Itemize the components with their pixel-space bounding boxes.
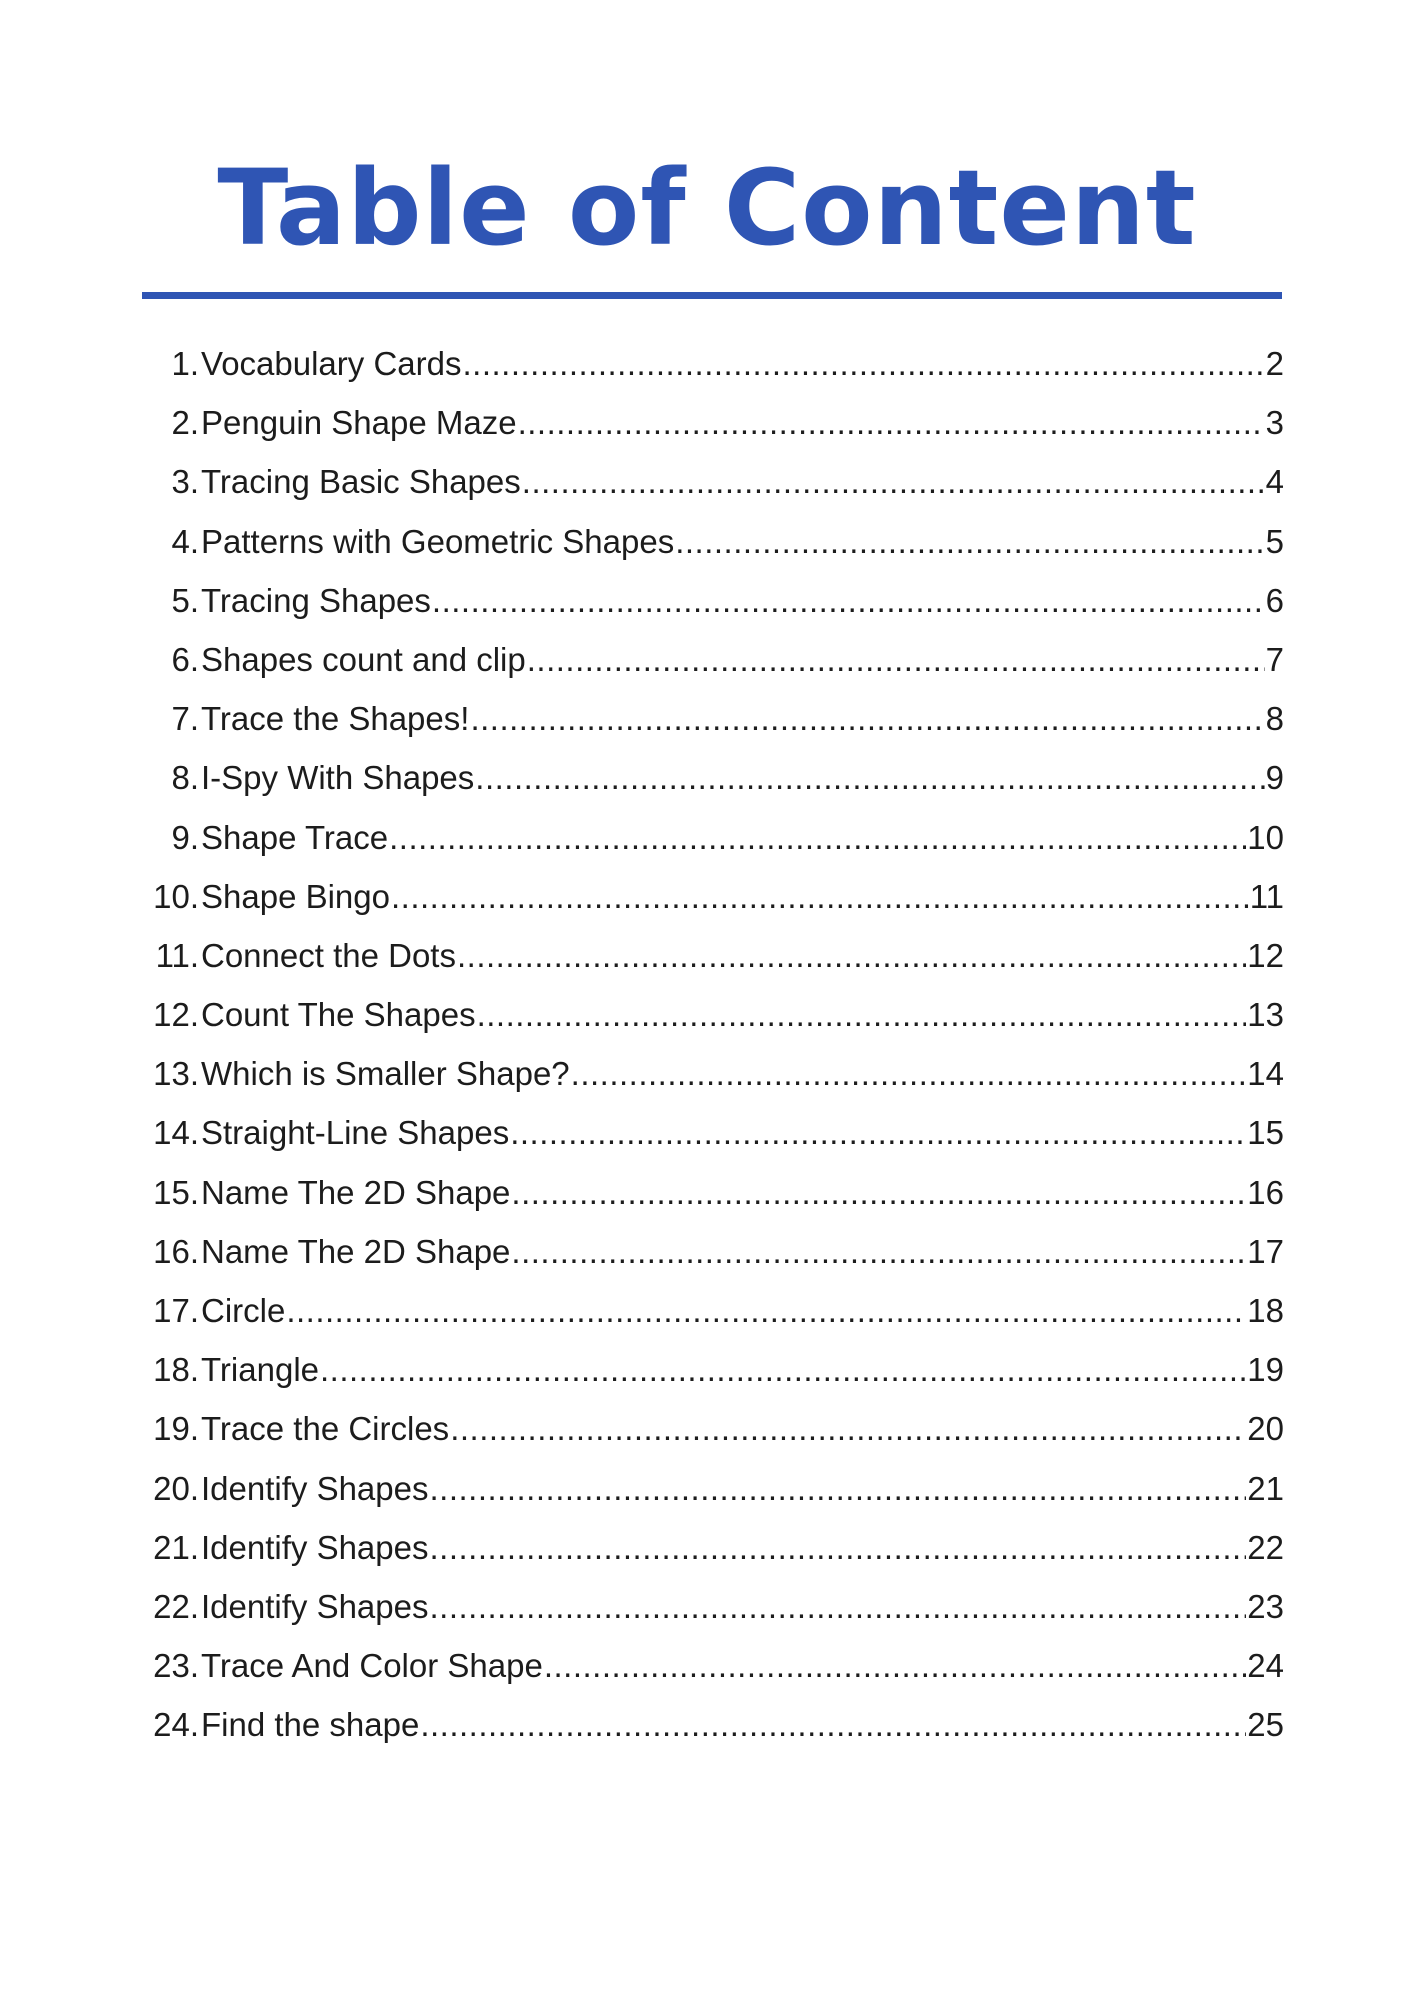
toc-dot-leader <box>389 819 1246 857</box>
toc-entry[interactable] <box>142 1410 1284 1469</box>
toc-entry-page-number: 6 <box>1265 581 1284 619</box>
toc-entry-title: Shapes count and clip <box>201 640 526 678</box>
title-divider <box>142 292 1282 299</box>
toc-entry-number: 7. <box>171 700 199 738</box>
toc-entry-number: 3. <box>171 463 199 501</box>
toc-entry-number: 18. <box>153 1351 199 1389</box>
toc-entry[interactable] <box>142 1114 1284 1173</box>
toc-entry-number: 10. <box>153 877 199 915</box>
toc-entry-page-number: 3 <box>1265 404 1284 442</box>
toc-entry-number: 17. <box>153 1292 199 1329</box>
toc-entry-title: Trace And Color Shape <box>201 1647 543 1685</box>
toc-entry-title: Connect the Dots <box>201 936 456 974</box>
toc-entry-page-number: 16 <box>1247 1173 1284 1211</box>
toc-entry-title: Identify Shapes <box>201 1528 429 1566</box>
toc-dot-leader <box>430 1470 1247 1508</box>
toc-entry-number: 14. <box>153 1114 199 1152</box>
toc-entry[interactable] <box>142 463 1284 522</box>
toc-entry[interactable] <box>142 1351 1284 1410</box>
toc-dot-leader <box>432 582 1265 620</box>
toc-entry-page-number: 12 <box>1247 936 1284 974</box>
toc-entry[interactable] <box>142 523 1284 582</box>
toc-entry-page-number: 10 <box>1247 818 1284 856</box>
toc-entry-title: Name The 2D Shape <box>201 1173 511 1211</box>
toc-entry-title: Trace the Circles <box>201 1410 450 1448</box>
toc-dot-leader <box>477 996 1247 1034</box>
toc-entry-number: 23. <box>153 1647 199 1685</box>
toc-entry-page-number: 7 <box>1265 640 1284 678</box>
toc-dot-leader <box>675 523 1264 561</box>
toc-entry[interactable] <box>142 996 1284 1055</box>
toc-entry-number: 20. <box>153 1469 199 1507</box>
toc-dot-leader <box>511 1233 1246 1271</box>
toc-entry-title: Identify Shapes <box>201 1587 429 1625</box>
toc-entry[interactable] <box>142 404 1284 463</box>
toc-entry-number: 21. <box>153 1528 199 1566</box>
toc-dot-leader <box>522 463 1265 501</box>
toc-entry-title: Circle <box>201 1292 286 1329</box>
toc-dot-leader <box>450 1410 1246 1448</box>
toc-entry-number: 6. <box>171 640 199 678</box>
toc-entry-page-number: 4 <box>1265 463 1284 501</box>
toc-dot-leader <box>430 1588 1247 1626</box>
toc-entry[interactable] <box>142 1055 1284 1114</box>
table-of-contents-list <box>142 345 1284 1766</box>
toc-dot-leader <box>470 700 1264 738</box>
toc-dot-leader <box>420 1706 1246 1744</box>
toc-entry-page-number: 25 <box>1247 1706 1284 1744</box>
toc-entry-title: Vocabulary Cards <box>201 345 462 382</box>
toc-entry-page-number: 23 <box>1247 1587 1284 1625</box>
toc-entry-number: 15. <box>153 1173 199 1211</box>
toc-entry[interactable] <box>142 641 1284 700</box>
toc-dot-leader <box>475 759 1264 797</box>
toc-entry-number: 22. <box>153 1587 199 1625</box>
toc-entry-title: Which is Smaller Shape? <box>201 1055 570 1093</box>
toc-entry-page-number: 11 <box>1249 877 1284 915</box>
toc-entry[interactable] <box>142 345 1284 404</box>
toc-entry-page-number: 15 <box>1247 1114 1284 1152</box>
toc-entry-title: Shape Trace <box>201 818 389 856</box>
toc-dot-leader <box>286 1292 1246 1330</box>
toc-entry-page-number: 17 <box>1247 1232 1284 1270</box>
toc-entry-title: Tracing Basic Shapes <box>201 463 521 501</box>
toc-entry-page-number: 19 <box>1247 1351 1284 1389</box>
toc-entry[interactable] <box>142 1647 1284 1706</box>
toc-entry-number: 24. <box>153 1706 199 1744</box>
toc-entry-number: 1. <box>171 345 199 382</box>
toc-entry-title: Trace the Shapes! <box>201 700 470 738</box>
toc-entry-number: 9. <box>171 818 199 856</box>
toc-entry-number: 11. <box>155 936 199 974</box>
toc-dot-leader <box>511 1174 1246 1212</box>
toc-entry-number: 12. <box>153 996 199 1034</box>
toc-entry-number: 5. <box>171 581 199 619</box>
toc-entry-title: Identify Shapes <box>201 1469 429 1507</box>
toc-entry-title: Count The Shapes <box>201 996 476 1034</box>
toc-entry-title: Name The 2D Shape <box>201 1232 511 1270</box>
toc-dot-leader <box>544 1647 1246 1685</box>
toc-entry[interactable] <box>142 1292 1284 1351</box>
toc-entry-number: 16. <box>153 1232 199 1270</box>
toc-entry-number: 2. <box>171 404 199 442</box>
toc-dot-leader <box>571 1055 1247 1093</box>
toc-entry[interactable] <box>142 878 1284 937</box>
toc-entry[interactable] <box>142 937 1284 996</box>
toc-dot-leader <box>462 345 1264 383</box>
toc-entry[interactable] <box>142 1588 1284 1647</box>
toc-entry[interactable] <box>142 1233 1284 1292</box>
toc-entry-title: I-Spy With Shapes <box>201 759 475 797</box>
toc-entry-title: Tracing Shapes <box>201 581 431 619</box>
toc-entry-title: Penguin Shape Maze <box>201 404 517 442</box>
toc-entry[interactable] <box>142 1706 1284 1765</box>
toc-entry[interactable] <box>142 759 1284 818</box>
toc-dot-leader <box>320 1351 1246 1389</box>
toc-dot-leader <box>527 641 1265 679</box>
toc-entry-page-number: 5 <box>1265 522 1284 560</box>
toc-entry-number: 4. <box>171 522 199 560</box>
toc-entry[interactable] <box>142 1470 1284 1529</box>
page-title: Table of Content <box>217 147 1197 269</box>
toc-entry-title: Straight-Line Shapes <box>201 1114 510 1152</box>
toc-entry[interactable] <box>142 1529 1284 1588</box>
toc-entry-number: 8. <box>171 759 199 797</box>
toc-entry[interactable] <box>142 700 1284 759</box>
toc-entry-title: Shape Bingo <box>201 877 390 915</box>
toc-entry-page-number: 8 <box>1265 700 1284 738</box>
toc-entry-page-number: 24 <box>1247 1647 1284 1685</box>
toc-dot-leader <box>457 937 1246 975</box>
toc-dot-leader <box>518 404 1265 442</box>
toc-dot-leader <box>430 1529 1247 1567</box>
toc-entry-page-number: 22 <box>1247 1528 1284 1566</box>
toc-dot-leader <box>510 1114 1246 1152</box>
toc-entry-number: 19. <box>153 1410 199 1448</box>
toc-entry-title: Patterns with Geometric Shapes <box>201 522 675 560</box>
toc-entry-page-number: 21 <box>1247 1469 1284 1507</box>
toc-entry-page-number: 14 <box>1247 1055 1284 1093</box>
toc-entry-title: Find the shape <box>201 1706 420 1744</box>
toc-entry-page-number: 13 <box>1247 996 1284 1034</box>
toc-entry-page-number: 9 <box>1265 759 1284 797</box>
toc-entry-number: 13. <box>153 1055 199 1093</box>
toc-entry-page-number: 2 <box>1265 345 1284 382</box>
toc-entry-page-number: 20 <box>1247 1410 1284 1448</box>
toc-entry-page-number: 18 <box>1247 1292 1284 1329</box>
toc-entry[interactable] <box>142 1174 1284 1233</box>
toc-entry[interactable] <box>142 819 1284 878</box>
toc-entry-title: Triangle <box>201 1351 319 1389</box>
toc-dot-leader <box>391 878 1249 916</box>
toc-entry[interactable] <box>142 582 1284 641</box>
